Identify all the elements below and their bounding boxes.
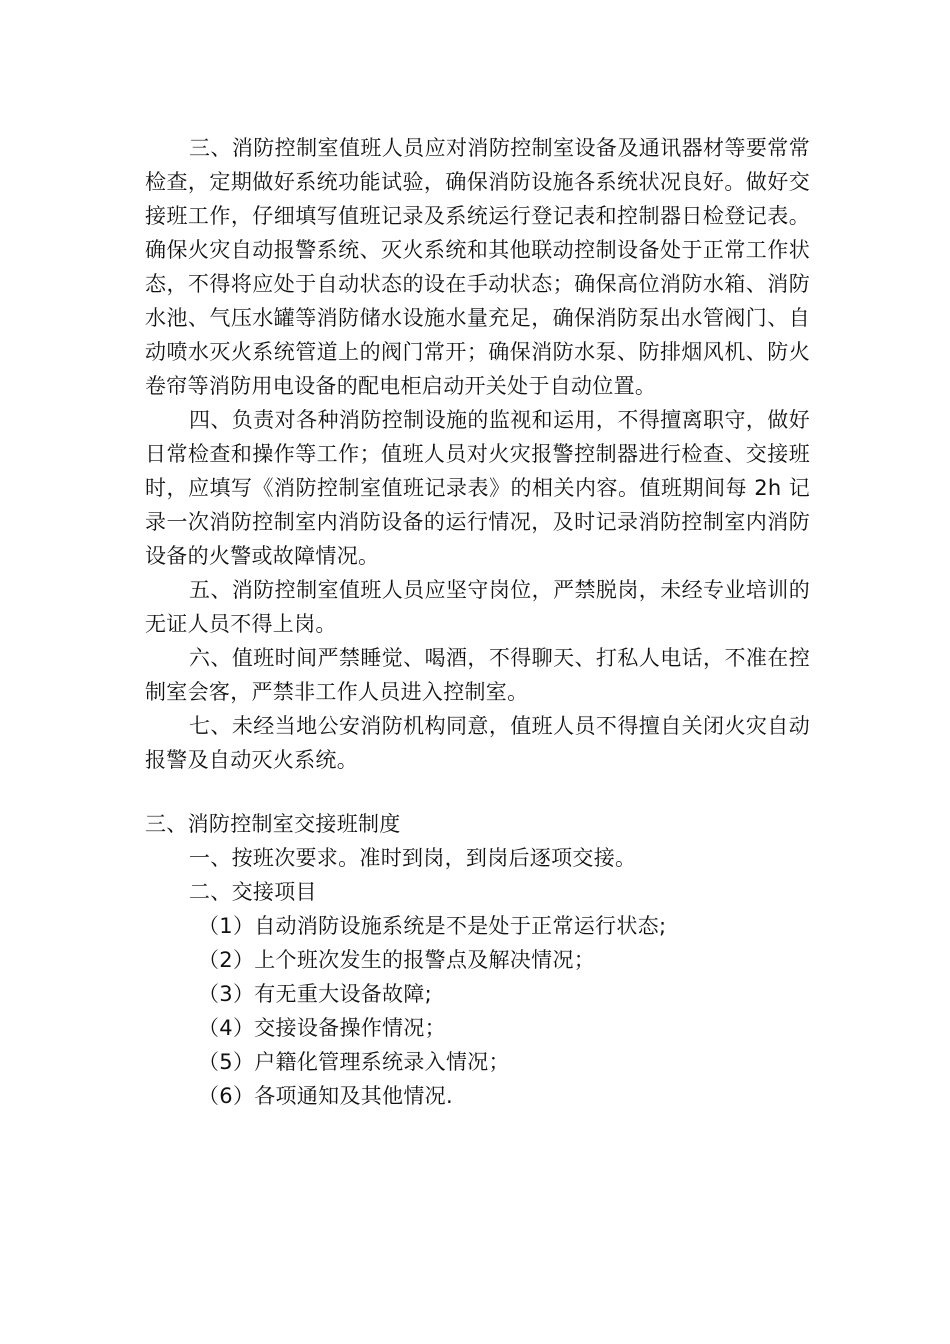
handover-item-4: （4）交接设备操作情况； (198, 1016, 446, 1040)
handover-item-2: （2）上个班次发生的报警点及解决情况； (198, 948, 596, 972)
section-rule-two: 二、交接项目 (189, 880, 317, 904)
document-body (145, 131, 810, 1113)
section-rule-one: 一、按班次要求。准时到岗，到岗后逐项交接。 (189, 846, 637, 870)
paragraph-six: 六、值班时间严禁睡觉、喝酒，不得聊天、打私人电话，不准在控制室会客，严禁非工作人员进入控制室。 (145, 646, 810, 704)
handover-item-1: （1）自动消防设施系统是不是处于正常运行状态; (198, 914, 667, 938)
paragraph-four: 四、负责对各种消防控制设施的监视和运用，不得擅离职守，做好日常检查和操作等工作；值班人员对火灾报警控制器进行检查、交接班时，应填写《消防控制室值班记录表》的相关内容。值班期间每 2h 记录一次消防控制室内消防设备的运行情况，及时记录消防控制室内消防设备的火警或故障情况。 (145, 408, 810, 568)
section-title: 三、消防控制室交接班制度 (145, 812, 401, 836)
paragraph-three: 三、消防控制室值班人员应对消防控制室设备及通讯器材等要常常检查，定期做好系统功能试验，确保消防设施各系统状况良好。做好交接班工作，仔细填写值班记录及系统运行登记表和控制器日检登记表。确保火灾自动报警系统、灭火系统和其他联动控制设备处于正常工作状态，不得将应处于自动状态的设在手动状态；确保高位消防水箱、消防水池、气压水罐等消防储水设施水量充足，确保消防泵出水管阀门、自动喷水灭火系统管道上的阀门常开；确保消防水泵、防排烟风机、防火卷帘等消防用电设备的配电柜启动开关处于自动位置。 (145, 136, 810, 398)
paragraph-five: 五、消防控制室值班人员应坚守岗位，严禁脱岗，未经专业培训的无证人员不得上岗。 (145, 578, 810, 636)
handover-item-3: （3）有无重大设备故障; (198, 982, 433, 1006)
paragraph-seven: 七、未经当地公安消防机构同意，值班人员不得擅自关闭火灾自动报警及自动灭火系统。 (145, 714, 810, 772)
handover-item-5: （5）户籍化管理系统录入情况； (198, 1050, 510, 1074)
handover-item-6: （6）各项通知及其他情况. (198, 1084, 453, 1108)
